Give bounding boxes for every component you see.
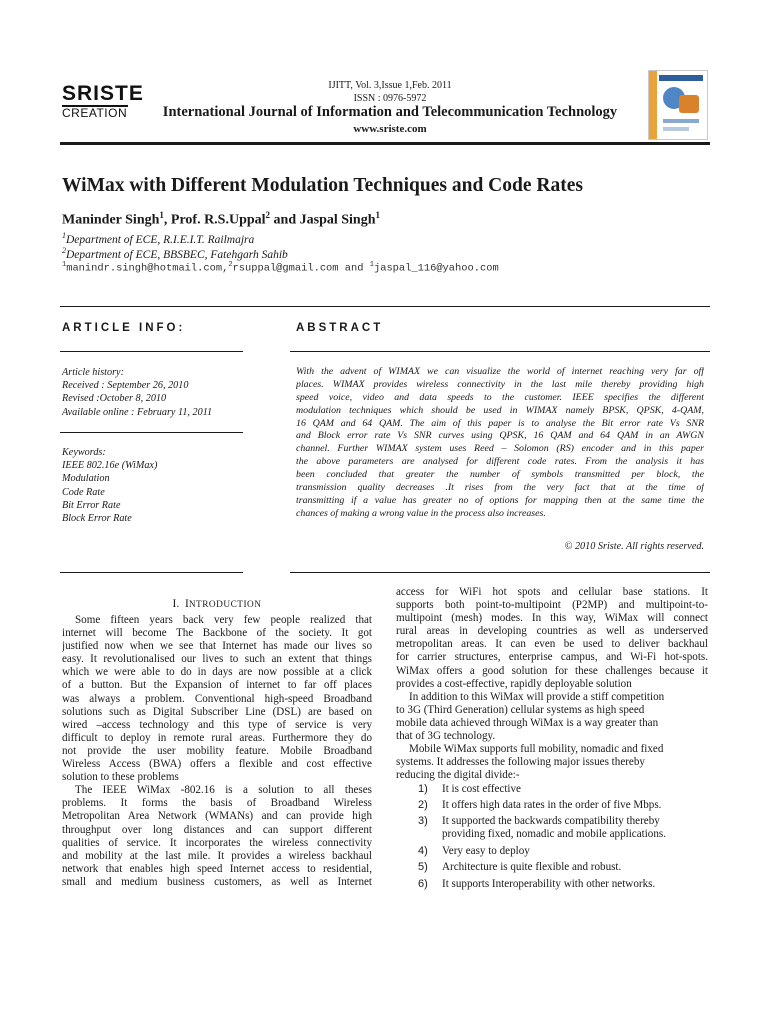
list-item (418, 815, 708, 828)
body-line: to 3G (Third Generation) cellular systems as high speed (396, 703, 645, 716)
section-title-rest: NTRODUCTION (188, 600, 262, 610)
abstract-line: places. WIMAX provides wireless connectivity in the last mile thereby providing high (296, 378, 704, 390)
history-label: Article history: (62, 367, 124, 378)
keyword: Block Error Rate (62, 513, 132, 525)
author-affil-mark: 2 (265, 210, 271, 220)
email-mark: 1 (369, 261, 374, 269)
body-line: WiMax offers a good solution for these challenges because it (396, 664, 708, 677)
keyword: Modulation (62, 473, 110, 485)
body-line: easy. It revolutionalised our lives to such an extent that things (62, 653, 372, 666)
section-number: I. (172, 598, 180, 610)
list-text: Very easy to deploy (442, 845, 530, 858)
list-number: 3) (418, 815, 428, 828)
journal-website: www.sriste.com (353, 123, 427, 135)
body-line: was always a problem. Conventional high-speed Broadband (62, 692, 372, 705)
keywords-block (62, 446, 157, 525)
email-link[interactable]: manindr.singh@hotmail.com, (66, 262, 229, 275)
body-line: Mobile WiMax supports full mobility, nomadic and fixed (409, 743, 664, 756)
affil-mark: 2 (62, 246, 66, 255)
list-text: It is cost effective (442, 783, 521, 795)
body-line: wired –access technology and this type of service is very (62, 718, 372, 731)
list-item (418, 783, 708, 796)
email-and: and (344, 262, 364, 275)
body-line: Wireless Access (BWA) offers a flexible and cost effective (62, 758, 372, 771)
info-rule (60, 572, 243, 573)
body-line: solutions such as Digital Subscriber Line (DSL) are based on (62, 705, 372, 718)
abstract-line: and Block error rate Vs SNR curves using QPSK, 16 QAM and 64 QAM in an AWGN (296, 430, 704, 442)
list-text: It supports Interoperability with other networks. (442, 877, 656, 890)
list-number: 4) (418, 845, 428, 858)
body-line: which we were able to do in days are now possible at a click (62, 666, 372, 679)
author-name: Jaspal Singh (299, 212, 376, 228)
keyword: Code Rate (62, 486, 105, 498)
revised-date: Revised :October 8, 2010 (62, 393, 167, 405)
body-line: that of 3G technology. (396, 730, 496, 743)
body-line: access for WiFi hot spots and cellular base stations. It (396, 586, 708, 598)
article-history (62, 366, 212, 419)
list-number: 2) (418, 799, 428, 812)
abstract-line: chances of making a wrong value in the process also increases. (296, 507, 546, 519)
body-line: metropolitan areas. It can even be used to deliver backhaul (396, 638, 708, 651)
body-line: justified now when we see that Internet has made our lives so (62, 640, 372, 653)
body-line: qualities of service. It incorporates the wireless connectivity (62, 836, 372, 849)
body-line: The IEEE WiMax -802.16 is a solution to all theses (75, 784, 372, 797)
body-line: In addition to this WiMax will provide a stiff competition (409, 690, 665, 703)
body-line: supports both point-to-multipoint (P2MP) and multipoint-to- (396, 599, 708, 612)
publisher-logo (60, 82, 144, 122)
list-item (418, 861, 708, 874)
affiliation (62, 231, 254, 246)
title-block-rule (60, 306, 710, 307)
body-line: systems. It addresses the following major issues thereby (396, 756, 645, 769)
list-text: It offers high data rates in the order of five Mbps. (442, 799, 662, 812)
affil-text: Department of ECE, BBSBEC, Fatehgarh Sahib (66, 248, 288, 261)
abstract-line: the above parameters are analysed for different code rates. From the analysis it has (296, 456, 704, 468)
paper-title: WiMax with Different Modulation Techniques and Code Rates (62, 175, 583, 196)
list-text: It supported the backwards compatibility thereby (442, 815, 660, 828)
body-line: Metropolitan Area Network (WMANs) and can provide high (62, 810, 372, 823)
body-line: provides a cost-effective, rapidly deployable solution (396, 677, 632, 690)
abstract-line: channel. Further WIMAX system uses Reed – Solomon (RS) encoder and in this paper (296, 443, 704, 455)
online-date: Available online : February 11, 2011 (62, 406, 213, 418)
abstract-line: 16 QAM and 64 QAM. The aim of this paper is to analyse the Bit error rate Vs SNR (296, 417, 704, 429)
author-separator: and (270, 212, 300, 228)
abstract-line: modulation techniques which should be used in WIMAX namely BPSK, QPSK, 4-QAM, (296, 404, 704, 416)
abstract-line: With the advent of WIMAX we can visualize the world of internet reaching very far off (296, 366, 704, 377)
journal-cover-thumbnail (648, 70, 708, 140)
abstract-rule (290, 572, 710, 573)
cover-line-art (663, 127, 689, 131)
journal-volume: IJITT, Vol. 3,Issue 1,Feb. 2011 (328, 80, 452, 91)
journal-title: International Journal of Information and Telecommunication Technology (162, 104, 618, 120)
email-mark: 1 (62, 261, 67, 269)
info-rule (60, 351, 243, 352)
abstract-line: transmission quality decreases .It rises from the very fact that at the time of (296, 482, 704, 494)
email-link[interactable]: jaspal_116@yahoo.com (373, 262, 499, 275)
received-date: Received : September 26, 2010 (62, 380, 189, 392)
body-line: reducing the digital divide:- (396, 769, 520, 782)
header-rule (60, 142, 710, 145)
body-line: of a button. But the Expansion of internet to far off places (62, 679, 372, 692)
abstract-line: been concluded that greater the number of symbols transmitted per block, the (296, 469, 704, 481)
body-line: internet will become The Backbone of the society. It got (62, 627, 372, 640)
author-name: Prof. R.S.Uppal (170, 212, 266, 228)
logo-subtitle: CREATION (62, 106, 128, 120)
issues-list (418, 783, 708, 891)
body-line: Some fifteen years back very few people realized that (75, 614, 372, 626)
list-number: 5) (418, 861, 428, 874)
list-number: 1) (418, 783, 428, 795)
author-name: Maninder Singh (62, 212, 160, 228)
abstract-heading: ABSTRACT (296, 322, 384, 334)
body-line: difficult to deploy in remote rural areas. Furthermore they do (62, 731, 372, 744)
body-line: throughput over long distances and can support different (62, 823, 372, 836)
article-info-heading: ARTICLE INFO: (62, 322, 186, 334)
info-rule (60, 432, 243, 433)
list-text: Architecture is quite flexible and robust. (442, 861, 622, 874)
affil-mark: 1 (62, 231, 66, 240)
body-line: problems. It forms the basis of Broadband Wireless (62, 797, 372, 810)
author-affil-mark: 1 (159, 210, 164, 220)
body-line: network that enables high speed Internet access to residential, (62, 862, 372, 875)
body-line: multipoint (mesh) modes. In this way, WiMax will connect (396, 612, 708, 625)
cover-device-art (679, 95, 699, 113)
affil-text: Department of ECE, R.I.E.I.T. Railmajra (66, 233, 255, 246)
keyword: Bit Error Rate (62, 499, 121, 511)
keyword: IEEE 802.16e (WiMax) (62, 460, 158, 472)
list-item (418, 878, 708, 891)
list-item-continuation (418, 828, 708, 841)
affiliation (62, 246, 288, 261)
author-affil-mark: 1 (375, 210, 380, 220)
abstract-text (296, 366, 704, 521)
email-link[interactable]: rsuppal@gmail.com (232, 262, 339, 275)
journal-issn: ISSN : 0976-5972 (353, 93, 427, 104)
right-column-text (396, 586, 708, 782)
keywords-label: Keywords: (62, 447, 106, 458)
list-item (418, 799, 708, 812)
list-text: providing fixed, nomadic and mobile applications. (442, 828, 666, 841)
email-mark: 2 (228, 261, 233, 269)
body-line: rural areas in developing countries as well as underserved (396, 625, 708, 638)
cover-side-band (649, 71, 657, 139)
copyright-notice: © 2010 Sriste. All rights reserved. (564, 541, 704, 552)
section-heading (62, 598, 372, 610)
body-line: not provide the user mobility feature. Mobile Broadband (62, 744, 372, 757)
section-title-initial: I (184, 598, 189, 610)
list-item (418, 845, 708, 858)
author-emails (62, 261, 499, 274)
left-column-text (62, 614, 372, 889)
cover-line-art (663, 119, 699, 123)
logo-wordmark: SRISTE (62, 82, 144, 105)
abstract-line: speed voice, video and data speeds to the customer. IEEE specifies the different (296, 391, 704, 403)
body-line: solution to these problems (62, 771, 179, 784)
abstract-rule (290, 351, 710, 352)
cover-top-strip (659, 75, 703, 81)
body-line: mobile data achieved through WiMax is a way greater than (396, 716, 659, 729)
list-number: 6) (418, 877, 428, 890)
author-list (62, 210, 380, 229)
abstract-line: transmitting if a value has greater no of options for mapping then at the same time the (296, 494, 704, 506)
body-line: small and medium business customers, as well as Internet (62, 875, 372, 888)
body-line: and mobility at the last mile. It provides a wireless backhaul (62, 849, 372, 862)
body-line: for carrier structures, enterprise campus, and Wi-Fi hot-spots. (396, 651, 708, 664)
author-separator: , (163, 212, 171, 228)
